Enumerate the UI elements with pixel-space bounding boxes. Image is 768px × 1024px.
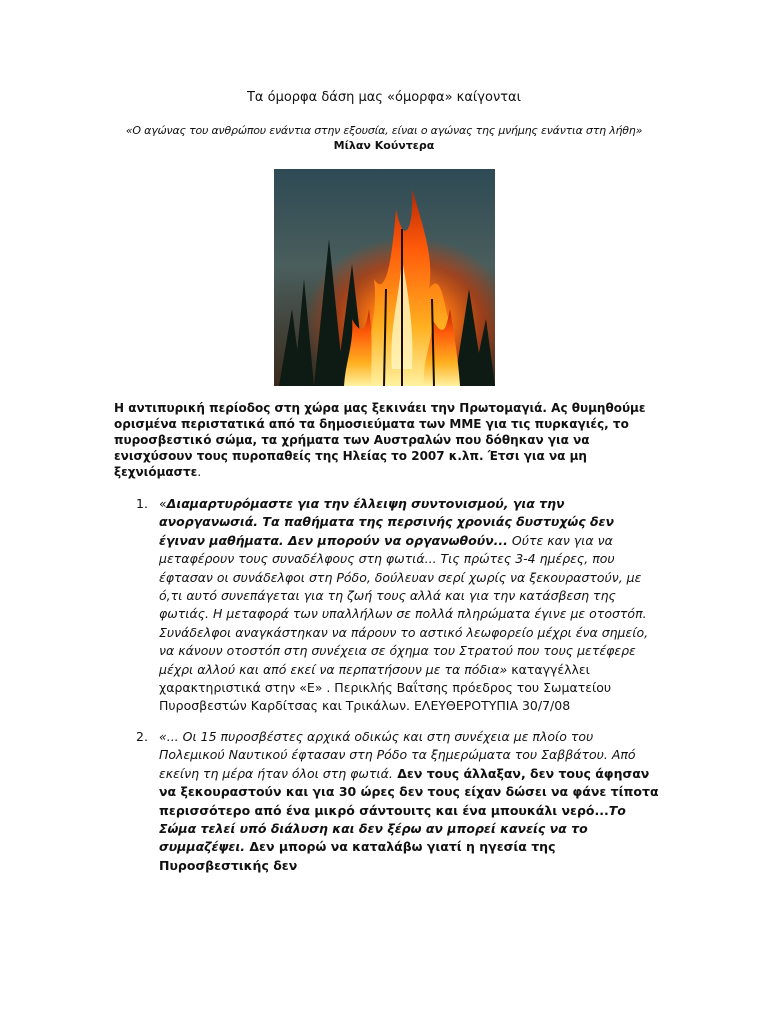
list-item — [114, 495, 659, 716]
list-number: 2. — [136, 728, 148, 744]
item-bold-text-2: Δεν μπορώ να καταλάβω γιατί η ηγεσία της Πυροσβεστικής δεν — [159, 839, 556, 873]
list-number: 1. — [136, 496, 148, 511]
forest-fire-photo — [274, 169, 495, 386]
article-list — [114, 495, 659, 875]
item-plain-text: καταγγέλλει χαρακτηριστικά στην «Ε» . Περικλής Βαΐτσης πρόεδρος του Σωματείου Πυροσβεστών Καρδίτσας και Τρικάλων. ΕΛΕΥΘΕΡΟΤΥΠΙΑ 30/7/08 — [159, 661, 612, 714]
epigraph-quote: «Ο αγώνας του ανθρώπου ενάντια στην εξουσία, είναι ο αγώνας της μνήμης ενάντια στη λήθη» — [125, 124, 643, 137]
intro-text: Η αντιπυρική περίοδος στη χώρα μας ξεκινάει την Πρωτομαγιά. Ας θυμηθούμε ορισμένα περιστατικά από τα δημοσιεύματα των ΜΜΕ για τις πυρκαγιές, το πυροσβεστικό σώμα, τα χρήματα των Αυστραλών που δόθηκαν για να ενισχύσουν τους πυροπαθείς της Ηλείας το 2007 κ.λπ. Έτσι για να μη ξεχνιόμαστε — [114, 401, 646, 479]
intro-period: . — [197, 465, 202, 479]
item-italic-text: Ούτε καν για να μεταφέρουν τους συναδέλφους στη φωτιά... Τις πρώτες 3-4 ημέρες, που έφτασαν οι συνάδελφοι στη Ρόδο, δούλευαν σερί χωρίς να ξεκουραστούν, με ό,τι αυτό συνεπάγεται για τη ζωή τους αλλά και για την κατάσβεση της φωτιάς. Η μεταφορά των υπαλλήλων σε πολλά πληρώματα έγινε με οτοστόπ. Συνάδελφοι αναγκάστηκαν να πάρουν το αστικό λεωφορείο μέχρι ένα σημείο, να κάνουν οτοστόπ στη συνέχεια σε όχημα του Στρατού που τους μετέφερε μέχρι αλλού και από εκεί να περπατήσουν με τα πόδια» — [159, 532, 649, 677]
item-italic-text: «... Οι 15 πυροσβέστες αρχικά οδικώς και στη συνέχεια με πλοίο του Πολεμικού Ναυτικού έφτασαν στη Ρόδο τα ξημερώματα του Σαββάτου. Από εκείνη τη μέρα ήταν όλοι στη φωτιά. — [159, 728, 636, 781]
page-title: Τα όμορφα δάση μας «όμορφα» καίγονται — [246, 90, 522, 105]
item-open-quote: « — [159, 496, 167, 511]
list-item — [114, 728, 659, 875]
intro-paragraph — [114, 400, 659, 480]
item-bold-italic-text: Το Σώμα τελεί υπό διάλυση και δεν ξέρω αν μπορεί κανείς να το συμμαζέψει. — [159, 802, 626, 855]
item-bold-italic-text: Διαμαρτυρόμαστε για την έλλειψη συντονισμού, για την ανοργανωσιά. Τα παθήματα της περσινής χρονιάς δυστυχώς δεν έγιναν μαθήματα. Δεν μπορούν να οργανωθούν... — [159, 496, 615, 548]
item-bold-text: Δεν τους άλλαξαν, δεν τους άφησαν να ξεκουραστούν και για 30 ώρες δεν τους είχαν δώσει να φάνε τίποτα περισσότερο από ένα μικρό σάντουιτς και ένα μπουκάλι νερό... — [159, 765, 659, 818]
epigraph-author: Μίλαν Κούντερα — [333, 139, 435, 152]
